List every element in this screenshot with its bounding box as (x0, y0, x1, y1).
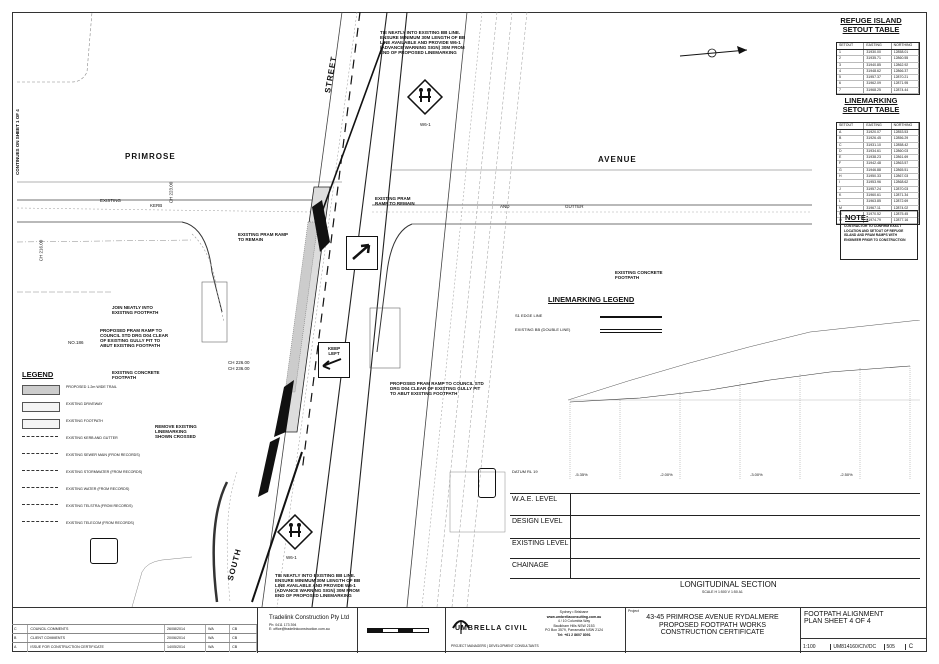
legend-list (20, 382, 160, 542)
table-cell: B (837, 136, 864, 141)
scale-bar-cell (357, 608, 446, 653)
table-cell: I (837, 180, 864, 185)
revision-cell: 20/06/2014 (165, 634, 206, 643)
legend-label: EXISTING TELECOM (FROM RECORDS) (66, 521, 135, 525)
revision-cell: 26/08/2014 (165, 625, 206, 634)
chainage-label: CH 226.00 (228, 360, 250, 365)
sign-code-label: W6-1 (420, 122, 431, 127)
legend-label: EXISTING SEWER MAIN (FROM RECORDS) (66, 453, 140, 457)
legend-title: LEGEND (22, 370, 54, 379)
table-cell: J (837, 187, 864, 192)
project-title: 43-45 PRIMROSE AVENUE RYDALMERE PROPOSED FOOTPATH WORKS CONSTRUCTION CERTIFICATE (646, 614, 779, 636)
legend-label: EXISTING FOOTPATH (66, 419, 103, 423)
title-block (12, 607, 927, 653)
table-cell: 6 (837, 81, 864, 86)
legend-item (20, 382, 160, 396)
table-cell: O (837, 218, 864, 223)
table-cell: 31940.85 (864, 63, 891, 68)
table-cell: 12875.45 (892, 212, 919, 217)
grade-label: -3.00% (750, 472, 763, 477)
table-cell: 31953.96 (864, 180, 891, 185)
existing-label: EXISTING (100, 198, 122, 203)
keep-left-sign-icon (346, 236, 378, 270)
remove-linemarking-note: REMOVE EXISTING LINEMARKING SHOWN CROSSED (155, 424, 197, 439)
drawing-info-cell (800, 608, 927, 653)
table-cell: 31930.00 (864, 50, 891, 55)
legend-item (20, 450, 160, 464)
table-cell: 12858.01 (892, 50, 919, 55)
table-cell: G (837, 168, 864, 173)
table-cell: 31938.23 (864, 155, 891, 160)
table-cell: 31963.85 (864, 199, 891, 204)
existing-concrete-right-note: EXISTING CONCRETE FOOTPATH (615, 270, 663, 280)
legend-item (20, 467, 160, 481)
table-cell: E (837, 155, 864, 160)
table-cell: 31931.10 (864, 143, 891, 148)
property-number: NO.186 (68, 340, 84, 345)
table-cell: 12863.57 (892, 161, 919, 166)
table-cell: 12860.03 (892, 149, 919, 154)
chainage-label: CH 223.00 (168, 181, 174, 204)
table-cell: 31935.71 (864, 56, 891, 61)
table-cell: 12872.69 (892, 199, 919, 204)
table-cell: N (837, 212, 864, 217)
scale-bar (367, 628, 429, 633)
revision-table (12, 608, 258, 653)
legend-item (20, 433, 160, 447)
table-cell: M (837, 206, 864, 211)
table-cell: 12853.53 (892, 130, 919, 135)
ls-row-line (510, 493, 920, 494)
table-cell: 31968.25 (864, 88, 891, 93)
table-cell: 4 (837, 69, 864, 74)
street-name-street: STREET (323, 55, 339, 94)
table-cell: 12856.29 (892, 136, 919, 141)
table-cell: 12870.03 (892, 187, 919, 192)
table-cell: 12865.51 (892, 168, 919, 173)
company-footer: PROJECT MANAGERS | DEVELOPMENT CONSULTANTS (451, 644, 539, 648)
table-cell: 12870.21 (892, 75, 919, 80)
table-cell: 12868.62 (892, 180, 919, 185)
revision-cell: WA (206, 634, 230, 643)
revision-cell: 14/05/2014 (165, 643, 206, 652)
drawing-number: UM814160/CIV/DC (830, 644, 883, 650)
continues-on-note: CONTINUES ON SHEET 1 OF 4 (15, 109, 20, 175)
table-header-cell: SETOUT (837, 123, 864, 129)
revision-letter: C (905, 644, 927, 650)
legend-swatch (22, 453, 58, 455)
project-header: Project (628, 609, 639, 613)
table-cell: 31957.24 (864, 187, 891, 192)
legend-swatch (22, 385, 60, 395)
existing-pram-left-note: EXISTING PRAM RAMP TO REMAIN (238, 232, 289, 242)
revision-cell: CB (230, 634, 257, 643)
long-section-chart (510, 320, 930, 580)
tie-note-bottom: TIE NEATLY INTO EXISTING BB LINE. ENSURE MINIMUM 30M LENGTH OF BB LINE AVAILABLE AND PROVIDE W6-1 (ADVANCE WARNING SIGN) 30M FROM END OF PROPOSED LINEMARKING (275, 573, 361, 598)
table-cell: 31926.45 (864, 136, 891, 141)
ls-row-label: DESIGN LEVEL (512, 518, 563, 525)
table-cell: 12861.69 (892, 155, 919, 160)
table-cell: 12866.37 (892, 69, 919, 74)
note-box (840, 210, 918, 260)
revision-row (12, 642, 257, 652)
table-header (837, 43, 919, 50)
table-cell: 12867.03 (892, 174, 919, 179)
legend-item (20, 518, 160, 532)
street-name-south: SOUTH (225, 547, 244, 582)
table-cell: L (837, 199, 864, 204)
revision-cell: CLIENT COMMENTS (28, 634, 165, 643)
legend-label: PROPOSED 1.2m WIDE TRAIL (66, 385, 117, 389)
revision-cell: B (12, 634, 28, 643)
ls-row-line (510, 578, 920, 579)
kerb-label: KERB (150, 203, 163, 208)
ls-divider (570, 493, 571, 578)
table-cell: 31920.07 (864, 130, 891, 135)
drawing-scale: 1:100 (803, 643, 816, 650)
legend-swatch (22, 419, 60, 429)
legend-swatch (22, 470, 58, 472)
table-cell: 31970.52 (864, 212, 891, 217)
revision-cell: COUNCIL COMMENTS (28, 625, 165, 634)
table-cell: 31960.61 (864, 193, 891, 198)
pedestrian-sign-icon (405, 77, 445, 117)
table-cell: F (837, 161, 864, 166)
table-cell: 3 (837, 63, 864, 68)
legend-item (20, 484, 160, 498)
table-header (837, 123, 919, 130)
table-cell: C (837, 143, 864, 148)
table-cell: 7 (837, 88, 864, 93)
table-cell: 31950.33 (864, 174, 891, 179)
table-cell: 31962.09 (864, 81, 891, 86)
legend-item (20, 501, 160, 515)
table-cell: 31948.62 (864, 69, 891, 74)
table-cell: A (837, 130, 864, 135)
and-label: AND (500, 204, 510, 209)
keep-left-text: KEEP LEFT (327, 346, 341, 356)
revision-cell: WA (206, 625, 230, 634)
table-cell: 12877.16 (892, 218, 919, 223)
table-cell: K (837, 193, 864, 198)
linemarking-legend-title: LINEMARKING LEGEND (548, 295, 635, 304)
ls-row-line (510, 515, 920, 516)
legend-item (20, 399, 160, 413)
table-header-cell: EASTING (864, 123, 891, 129)
drawing-info-row (800, 638, 927, 654)
datum-label: DATUM RL 19 (512, 469, 538, 474)
proposed-pram-left-note: PROPOSED PRAM RAMP TO COUNCIL STD DRG D04 CLEAR OF EXISTING GULLY PIT TO ABUT EXISTING FOOTPATH (100, 328, 169, 348)
ls-scale: SCALE H 1:500 V 1:50 A1 (702, 590, 743, 594)
join-neatly-note: JOIN NEATLY INTO EXISTING FOOTPATH (112, 305, 159, 315)
legend-swatch (22, 504, 58, 506)
note-title: NOTE: (845, 213, 869, 222)
legend-label: EXISTING TELSTRA (FROM RECORDS) (66, 504, 133, 508)
grade-label: -2.00% (660, 472, 673, 477)
revision-cell: A (12, 643, 28, 652)
linemarking-legend-item: EXISTING BB (DOUBLE LINE) (515, 327, 571, 332)
legend-label: EXISTING KERB AND GUTTER (66, 436, 118, 440)
proposed-pram-right-note: PROPOSED PRAM RAMP TO COUNCIL STD DRG D04 CLEAR OF EXISTING GULLY PIT TO ABUT EXISTING FOOTPATH (390, 381, 484, 396)
table-cell: 5 (837, 75, 864, 80)
table-header-cell: NORTHING (892, 123, 919, 129)
table-cell: D (837, 149, 864, 154)
drawing-title: FOOTPATH ALIGNMENT PLAN SHEET 4 OF 4 (804, 611, 884, 625)
company-details: Sydney • Brisbane www.umbrellaconsulting.com.au 4 / 10 Columbia Way Baulkham Hills NSW 2153 PO Box 3579, Parramatta NSW 2124 Tel: +61 2 8607 8091 (545, 610, 603, 637)
table-header-cell: SETOUT (837, 43, 864, 49)
table-cell: 31946.88 (864, 168, 891, 173)
ls-title: LONGITUDINAL SECTION (680, 580, 777, 589)
table-header-cell: EASTING (864, 43, 891, 49)
legend-label: EXISTING WATER (FROM RECORDS) (66, 487, 130, 491)
table-cell: 12874.44 (892, 88, 919, 93)
revision-cell: ISSUE FOR CONSTRUCTION CERTIFICATE (28, 643, 165, 652)
revision-cell: C (12, 625, 28, 634)
chainage-label: CH 236.00 (228, 366, 250, 371)
client-contact: Ph: 0411 173 394 E: office@tradelinkconstruction.com.au (269, 623, 330, 631)
table-row (837, 88, 919, 94)
chainage-label: CH 216.00 (38, 239, 44, 262)
ls-row-line (510, 538, 920, 539)
ls-row-label: EXISTING LEVEL (512, 540, 569, 547)
ls-row-label: CHAINAGE (512, 562, 549, 569)
table-cell: 12858.42 (892, 143, 919, 148)
sign-code-label: W6-1 (286, 555, 297, 560)
existing-pram-right-note: EXISTING PRAM RAMP TO REMAIN (375, 196, 415, 206)
revision-cell: CB (230, 625, 257, 634)
table-cell: H (837, 174, 864, 179)
legend-swatch (22, 521, 58, 523)
client-name: Tradelink Construction Pty Ltd (269, 615, 350, 621)
table-cell: 2 (837, 56, 864, 61)
gutter-label: GUTTER (565, 204, 584, 209)
legend-item (20, 416, 160, 430)
table-cell: 12871.34 (892, 193, 919, 198)
north-arrow-icon (680, 46, 747, 57)
tie-note-top: TIE NEATLY INTO EXISTING BB LINE. ENSURE MINIMUM 30M LENGTH OF BB LINE AVAILABLE AND PROVIDE W6-1 (ADVANCE WARNING SIGN) 30M FROM END OF PROPOSED LINEMARKING (380, 30, 466, 55)
ls-row-line (510, 558, 920, 559)
table-cell: 1 (837, 50, 864, 55)
pedestrian-sign-icon (275, 512, 315, 552)
table-cell: 31942.48 (864, 161, 891, 166)
table-cell: 31934.61 (864, 149, 891, 154)
legend-label: EXISTING DRIVEWAY (66, 402, 103, 406)
linemarking-legend-item: S1 EDGE LINE (515, 313, 543, 318)
table-cell: 12862.92 (892, 63, 919, 68)
refuge-table-title: REFUGE ISLAND SETOUT TABLE (840, 16, 902, 34)
table-cell: 12860.55 (892, 56, 919, 61)
revision-cell: WA (206, 643, 230, 652)
existing-sign-icon (478, 468, 496, 498)
table-cell: 31974.79 (864, 218, 891, 223)
legend-label: EXISTING STORMWATER (FROM RECORDS) (66, 470, 143, 474)
street-name-avenue: AVENUE (598, 155, 637, 164)
legend-swatch (22, 402, 60, 412)
table-cell: 12874.02 (892, 206, 919, 211)
ls-row-label: W.A.E. LEVEL (512, 496, 558, 503)
refuge-setout-table (836, 42, 920, 95)
company-cell (445, 608, 626, 653)
revision-cell: CB (230, 643, 257, 652)
table-cell: 12871.95 (892, 81, 919, 86)
table-cell: 31967.11 (864, 206, 891, 211)
project-cell (625, 608, 801, 653)
table-header-cell: NORTHING (892, 43, 919, 49)
legend-swatch (22, 487, 58, 489)
sheet-number: 505 (884, 644, 905, 650)
grade-label: -5.35% (575, 472, 588, 477)
table-cell: 31957.37 (864, 75, 891, 80)
legend-swatch (22, 436, 58, 438)
grade-label: -2.50% (840, 472, 853, 477)
company-logo-text: UMBRELLA CIVIL (455, 625, 528, 632)
keep-left-sign-icon (318, 342, 350, 378)
edge-line-swatch (600, 316, 662, 318)
existing-concrete-left-note: EXISTING CONCRETE FOOTPATH (112, 370, 160, 380)
linemark-table-title: LINEMARKING SETOUT TABLE (842, 96, 900, 114)
street-name-primrose: PRIMROSE (125, 152, 176, 161)
client-cell (257, 608, 358, 653)
note-text: CONTRACTOR TO CONFIRM EXACT LOCATION AND SETOUT OF REFUGE ISLAND AND PRAM RAMPS WITH ENGINEER PRIOR TO CONSTRUCTION (844, 224, 906, 242)
